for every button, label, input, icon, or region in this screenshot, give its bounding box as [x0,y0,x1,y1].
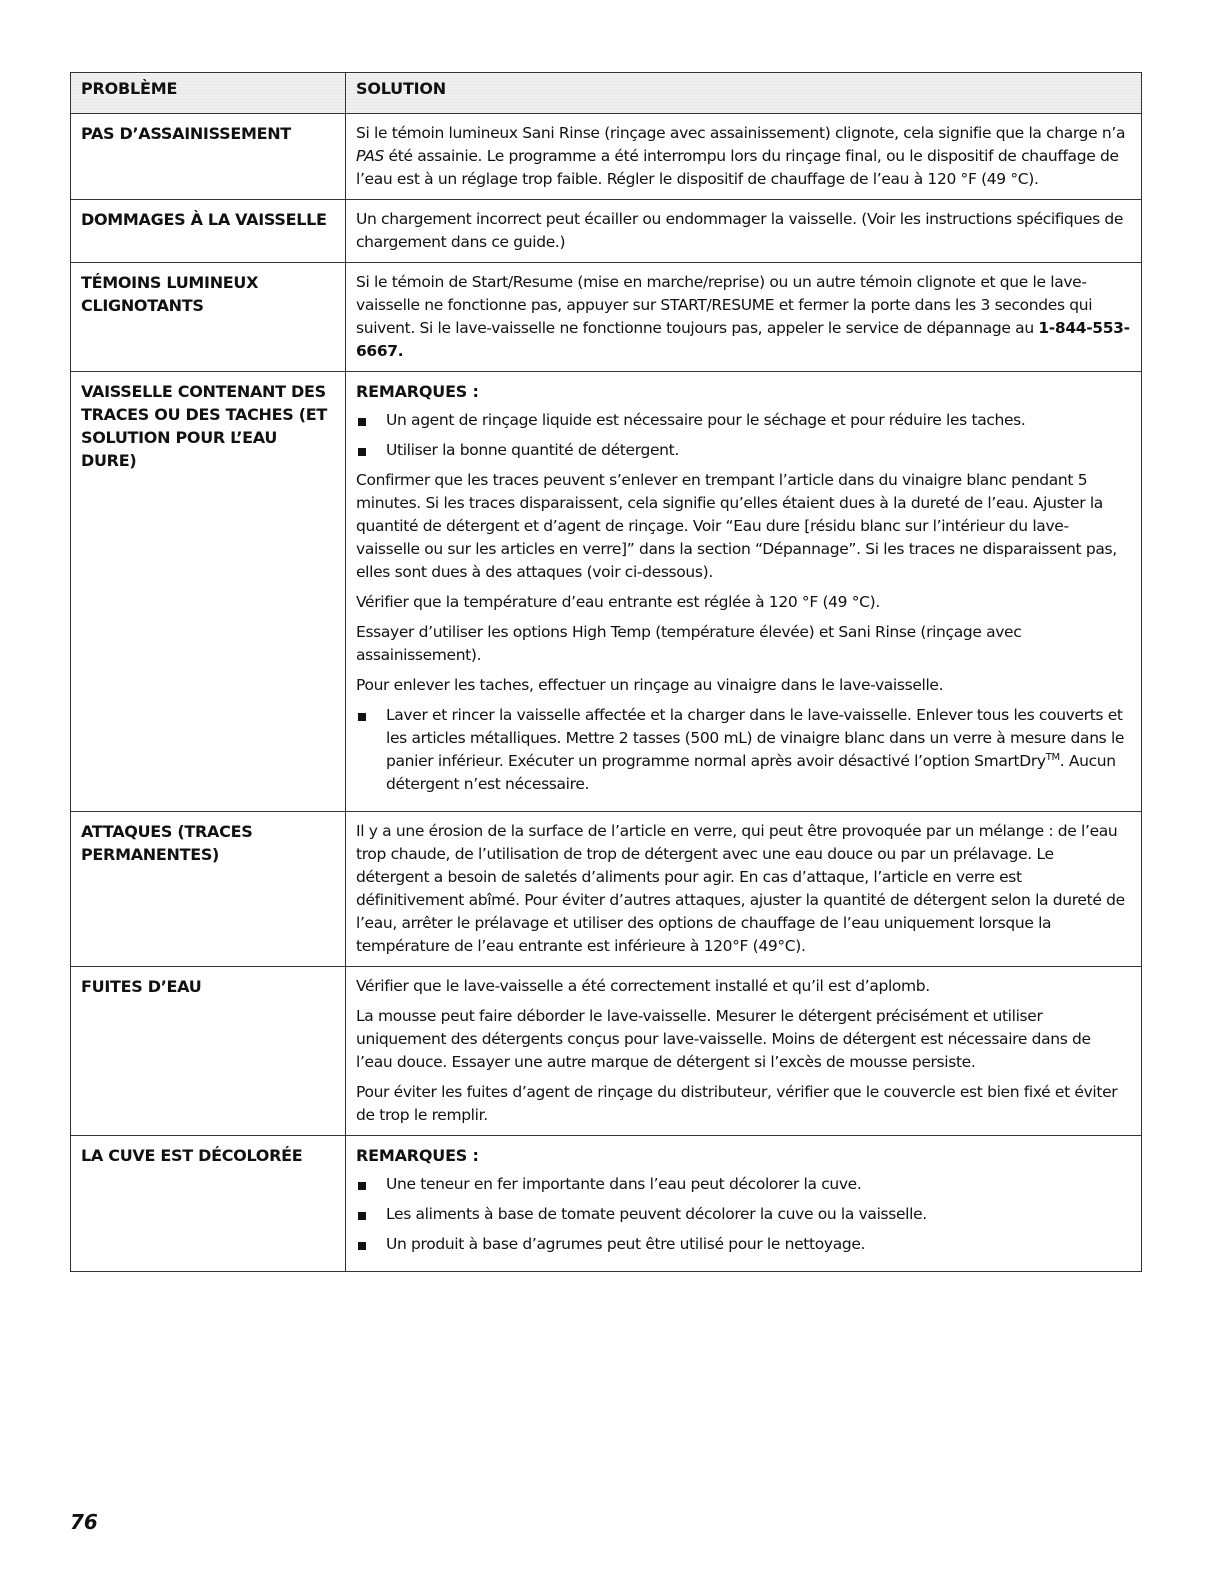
solution-cell [346,1136,1142,1272]
emphasis-text: PAS [356,147,384,165]
solution-paragraph: Vérifier que la température d’eau entrante est réglée à 120 °F (49 °C). [356,593,880,611]
solution-paragraph: Essayer d’utiliser les options High Temp (température élevée) et Sani Rinse (rinçage avec assainissement). [356,623,1022,664]
solution-cell [346,812,1142,967]
notes-list [356,409,1131,462]
vinegar-rinse-list [356,704,1131,796]
solution-paragraph: Il y a une érosion de la surface de l’article en verre, qui peut être provoquée par un mélange : de l’eau trop chaude, de l’utilisation de trop de détergent avec une eau douce ou par un prélavage. Le détergent a besoin de saletés d’aliments pour agir. En cas d’attaque, l’article en verre est définitivement abîmé. Pour éviter d’autres attaques, ajuster la quantité de détergent selon la dureté de l’eau, arrêter le prélavage et utiliser des options de chauffage de l’eau uniquement lorsque la température de l’eau entrante est inférieure à 120°F (49°C). [356,822,1125,955]
problem-cell: DOMMAGES À LA VAISSELLE [71,200,346,263]
list-item: Un agent de rinçage liquide est nécessaire pour le séchage et pour réduire les taches. [356,409,1131,432]
solution-text: Si le témoin de Start/Resume (mise en marche/reprise) ou un autre témoin clignote et que le lave-vaisselle ne fonctionne pas, appuyer sur START/RESUME et fermer la porte dans les 3 secondes qui suivent. Si le lave-vaisselle ne fonctionne toujours pas, appeler le service de dépannage au [356,273,1093,337]
solution-paragraph: Vérifier que le lave-vaisselle a été correctement installé et qu’il est d’aplomb. [356,977,930,995]
solution-cell [346,200,1142,263]
solution-paragraph [356,271,1131,363]
solution-text: été assainie. Le programme a été interrompu lors du rinçage final, ou le dispositif de chauffage de l’eau est à un réglage trop faible. Régler le dispositif de chauffage de l’eau à 120 °F (49 °C). [356,147,1119,188]
solution-cell [346,114,1142,200]
list-item: Les aliments à base de tomate peuvent décolorer la cuve ou la vaisselle. [356,1203,1131,1226]
table-row [71,114,1142,200]
problem-cell: ATTAQUES (TRACES PERMANENTES) [71,812,346,967]
solution-paragraph: Un chargement incorrect peut écailler ou endommager la vaisselle. (Voir les instructions spécifiques de chargement dans ce guide.) [356,210,1124,251]
troubleshooting-table [70,72,1142,1272]
table-row [71,1136,1142,1272]
solution-paragraph: Pour enlever les taches, effectuer un rinçage au vinaigre dans le lave-vaisselle. [356,676,944,694]
list-item: Un produit à base d’agrumes peut être utilisé pour le nettoyage. [356,1233,1131,1256]
solution-text: Laver et rincer la vaisselle affectée et la charger dans le lave-vaisselle. Enlever tous les couverts et les articles métalliques. Mettre 2 tasses (500 mL) de vinaigre blanc dans un verre à mesure dans le panier inférieur. Exécuter un programme normal après avoir désactivé l’option SmartDry [386,706,1125,770]
table-row [71,372,1142,812]
solution-text: . Aucun détergent n’est nécessaire. [386,752,1116,793]
table-row [71,263,1142,372]
solution-cell [346,263,1142,372]
notes-heading: REMARQUES : [356,382,479,401]
service-phone-number: 1-844-553-6667. [356,319,1130,360]
trademark-mark: TM [1045,751,1060,763]
solution-paragraph: La mousse peut faire déborder le lave-vaisselle. Mesurer le détergent précisément et utiliser uniquement des détergents conçus pour lave-vaisselle. Moins de détergent est nécessaire dans de l’eau douce. Essayer une autre marque de détergent si l’excès de mousse persiste. [356,1007,1091,1071]
page-number: 76 [70,1510,98,1534]
problem-cell: VAISSELLE CONTENANT DES TRACES OU DES TACHES (ET SOLUTION POUR L’EAU DURE) [71,372,346,812]
solution-paragraph [356,122,1131,191]
table-header-row [71,73,1142,114]
solution-paragraph: Pour éviter les fuites d’agent de rinçage du distributeur, vérifier que le couvercle est bien fixé et éviter de trop le remplir. [356,1083,1118,1124]
problem-cell: PAS D’ASSAINISSEMENT [71,114,346,200]
solution-cell [346,967,1142,1136]
list-item: Une teneur en fer importante dans l’eau peut décolorer la cuve. [356,1173,1131,1196]
notes-heading: REMARQUES : [356,1146,479,1165]
solution-text: Si le témoin lumineux Sani Rinse (rinçage avec assainissement) clignote, cela signifie que la charge n’a [356,124,1126,142]
problem-cell: FUITES D’EAU [71,967,346,1136]
list-item [356,704,1131,796]
notes-list [356,1173,1131,1256]
table-row [71,967,1142,1136]
solution-paragraph: Confirmer que les traces peuvent s’enlever en trempant l’article dans du vinaigre blanc pendant 5 minutes. Si les traces disparaissent, cela signifie qu’elles étaient dues à la dureté de l’eau. Ajuster la quantité de détergent et d’agent de rinçage. Voir “Eau dure [résidu blanc sur l’intérieur du lave-vaisselle ou sur les articles en verre]” dans la section “Dépannage”. Si les traces ne disparaissent pas, elles sont dues à des attaques (voir ci-dessous). [356,471,1117,581]
table-row [71,812,1142,967]
problem-cell: LA CUVE EST DÉCOLORÉE [71,1136,346,1272]
header-solution: SOLUTION [346,73,1142,114]
header-problem: PROBLÈME [71,73,346,114]
list-item: Utiliser la bonne quantité de détergent. [356,439,1131,462]
problem-cell: TÉMOINS LUMINEUX CLIGNOTANTS [71,263,346,372]
table-row [71,200,1142,263]
solution-cell [346,372,1142,812]
